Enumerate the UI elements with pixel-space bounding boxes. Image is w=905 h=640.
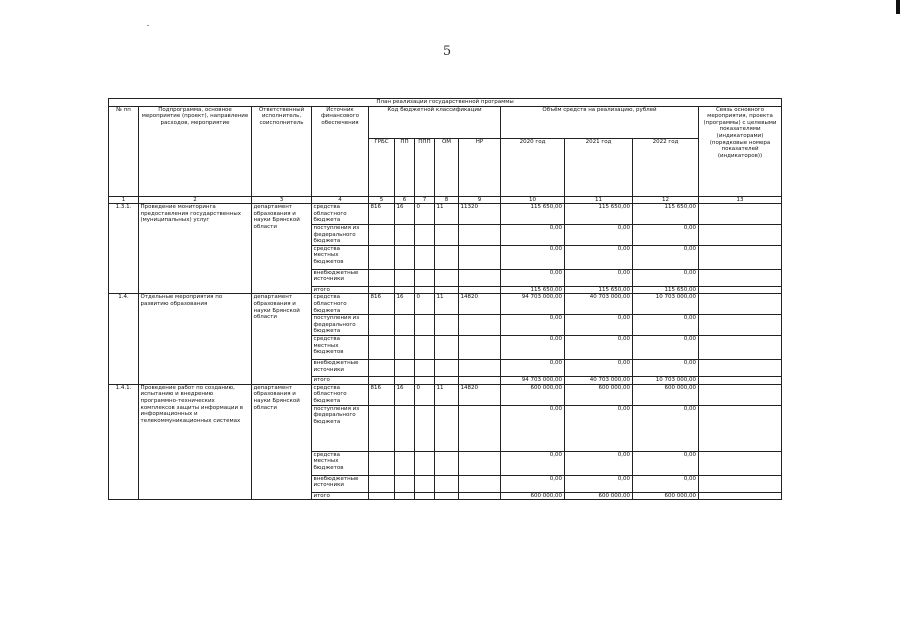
amount-2022: 600 000,00 (633, 492, 699, 500)
code-ppp (415, 492, 435, 500)
amount-2022: 10 703 000,00 (633, 294, 699, 315)
code-grbs (369, 492, 395, 500)
header-amount: Объём средств на реализацию, рублей (501, 106, 699, 138)
column-number: 4 (312, 196, 369, 204)
funding-source: итого (312, 492, 369, 500)
program-plan-table (108, 98, 782, 500)
code-pp (395, 492, 415, 500)
table-row (109, 384, 782, 405)
amount-2022: 0,00 (633, 451, 699, 475)
code-ppp (415, 336, 435, 360)
indicator-link (699, 294, 782, 315)
funding-source: средства местных бюджетов (312, 451, 369, 475)
funding-source: внебюджетные источники (312, 475, 369, 492)
code-om (435, 315, 459, 336)
code-ppp: 0 (415, 294, 435, 315)
code-grbs (369, 336, 395, 360)
column-number: 5 (369, 196, 395, 204)
indicator-link (699, 315, 782, 336)
funding-source: средства местных бюджетов (312, 336, 369, 360)
amount-2022: 0,00 (633, 315, 699, 336)
column-number: 10 (501, 196, 565, 204)
code-om: 11 (435, 384, 459, 405)
row-number: 1.4. (109, 294, 139, 384)
code-om (435, 336, 459, 360)
column-number: 6 (395, 196, 415, 204)
responsible-executor: департамент образования и науки Брянской области (252, 204, 312, 294)
amount-2022: 0,00 (633, 269, 699, 286)
header-2021: 2021 год (565, 138, 633, 196)
header-2022: 2022 год (633, 138, 699, 196)
amount-2020: 0,00 (501, 451, 565, 475)
scan-speck (147, 25, 149, 26)
code-grbs (369, 245, 395, 269)
code-pp (395, 377, 415, 385)
amount-2021: 40 703 000,00 (565, 294, 633, 315)
code-pp (395, 360, 415, 377)
code-grbs (369, 269, 395, 286)
code-grbs (369, 475, 395, 492)
funding-source: средства местных бюджетов (312, 245, 369, 269)
responsible-executor: департамент образования и науки Брянской области (252, 294, 312, 384)
table-caption: План реализации государственной программы (109, 99, 782, 107)
amount-2022: 10 703 000,00 (633, 377, 699, 385)
code-nr (459, 286, 501, 294)
header-grbs: ГРБС (369, 138, 395, 196)
amount-2020: 115 650,00 (501, 204, 565, 225)
amount-2021: 600 000,00 (565, 384, 633, 405)
caption-row (109, 99, 782, 107)
amount-2021: 0,00 (565, 269, 633, 286)
amount-2022: 0,00 (633, 360, 699, 377)
amount-2022: 0,00 (633, 245, 699, 269)
amount-2022: 0,00 (633, 336, 699, 360)
code-om (435, 492, 459, 500)
header-ppp: ППП (415, 138, 435, 196)
column-number: 9 (459, 196, 501, 204)
header-budget-code: Код бюджетной классификации (369, 106, 501, 138)
amount-2020: 94 703 000,00 (501, 294, 565, 315)
code-ppp: 0 (415, 204, 435, 225)
code-pp (395, 286, 415, 294)
column-number: 12 (633, 196, 699, 204)
column-number: 8 (435, 196, 459, 204)
indicator-link (699, 475, 782, 492)
code-grbs (369, 377, 395, 385)
code-nr (459, 492, 501, 500)
code-grbs: 816 (369, 204, 395, 225)
indicator-link (699, 269, 782, 286)
amount-2020: 0,00 (501, 336, 565, 360)
code-om (435, 377, 459, 385)
indicator-link (699, 204, 782, 225)
code-nr (459, 377, 501, 385)
funding-source: поступления из федерального бюджета (312, 315, 369, 336)
amount-2021: 0,00 (565, 475, 633, 492)
code-grbs (369, 286, 395, 294)
code-nr (459, 224, 501, 245)
code-nr (459, 336, 501, 360)
header-no: № пп (109, 106, 139, 196)
funding-source: итого (312, 377, 369, 385)
code-om: 11 (435, 294, 459, 315)
page-number: 5 (442, 44, 452, 59)
code-ppp (415, 475, 435, 492)
code-nr (459, 451, 501, 475)
funding-source: средства областного бюджета (312, 204, 369, 225)
funding-source: итого (312, 286, 369, 294)
indicator-link (699, 360, 782, 377)
header-nr: НР (459, 138, 501, 196)
indicator-link (699, 492, 782, 500)
code-nr: 11320 (459, 204, 501, 225)
amount-2020: 0,00 (501, 224, 565, 245)
funding-source: внебюджетные источники (312, 360, 369, 377)
code-grbs: 816 (369, 384, 395, 405)
amount-2021: 115 650,00 (565, 204, 633, 225)
code-nr (459, 475, 501, 492)
amount-2021: 0,00 (565, 451, 633, 475)
amount-2021: 0,00 (565, 405, 633, 451)
amount-2020: 600 000,00 (501, 384, 565, 405)
column-numbers-row (109, 196, 782, 204)
code-om (435, 405, 459, 451)
code-om (435, 245, 459, 269)
amount-2022: 0,00 (633, 475, 699, 492)
code-ppp (415, 451, 435, 475)
code-pp (395, 269, 415, 286)
code-nr (459, 315, 501, 336)
code-nr (459, 405, 501, 451)
header-om: ОМ (435, 138, 459, 196)
code-ppp (415, 405, 435, 451)
code-nr: 14820 (459, 384, 501, 405)
column-number: 13 (699, 196, 782, 204)
activity-name: Отдельные мероприятия по развитию образования (139, 294, 252, 384)
activity-name: Проведение работ по созданию, испытанию и внедрению программно-технических комплексов защиты информации в информационных и телекоммуникационных системах (139, 384, 252, 499)
indicator-link (699, 286, 782, 294)
code-grbs (369, 405, 395, 451)
code-grbs (369, 360, 395, 377)
amount-2020: 600 000,00 (501, 492, 565, 500)
indicator-link (699, 336, 782, 360)
amount-2021: 0,00 (565, 360, 633, 377)
amount-2021: 0,00 (565, 336, 633, 360)
header-source: Источник финансового обеспечения (312, 106, 369, 196)
code-om (435, 451, 459, 475)
code-grbs: 816 (369, 294, 395, 315)
code-nr (459, 360, 501, 377)
code-ppp (415, 377, 435, 385)
code-ppp (415, 315, 435, 336)
code-om (435, 269, 459, 286)
amount-2022: 0,00 (633, 405, 699, 451)
header-subprogram: Подпрограмма, основное мероприятие (проект), направление расходов, мероприятие (139, 106, 252, 196)
amount-2022: 600 000,00 (633, 384, 699, 405)
indicator-link (699, 451, 782, 475)
funding-source: средства областного бюджета (312, 294, 369, 315)
code-ppp (415, 224, 435, 245)
code-nr (459, 269, 501, 286)
code-ppp (415, 245, 435, 269)
funding-source: внебюджетные источники (312, 269, 369, 286)
code-grbs (369, 224, 395, 245)
indicator-link (699, 245, 782, 269)
amount-2020: 0,00 (501, 360, 565, 377)
code-grbs (369, 315, 395, 336)
responsible-executor: департамент образования и науки Брянской области (252, 384, 312, 499)
code-ppp (415, 286, 435, 294)
code-pp (395, 315, 415, 336)
column-number: 2 (139, 196, 252, 204)
amount-2021: 0,00 (565, 245, 633, 269)
amount-2020: 0,00 (501, 245, 565, 269)
code-om: 11 (435, 204, 459, 225)
header-row-1 (109, 106, 782, 138)
header-link: Связь основного мероприятия, проекта (программы) с целевыми показателями (индикаторами) (порядковые номера показателей (индикаторов)) (699, 106, 782, 196)
code-pp (395, 224, 415, 245)
amount-2021: 0,00 (565, 224, 633, 245)
code-pp (395, 336, 415, 360)
funding-source: средства областного бюджета (312, 384, 369, 405)
code-om (435, 224, 459, 245)
indicator-link (699, 224, 782, 245)
amount-2021: 40 703 000,00 (565, 377, 633, 385)
header-pp: ПП (395, 138, 415, 196)
code-ppp: 0 (415, 384, 435, 405)
code-pp (395, 245, 415, 269)
code-grbs (369, 451, 395, 475)
amount-2020: 0,00 (501, 405, 565, 451)
amount-2021: 115 650,00 (565, 286, 633, 294)
code-pp: 16 (395, 294, 415, 315)
amount-2021: 0,00 (565, 315, 633, 336)
amount-2020: 115 650,00 (501, 286, 565, 294)
funding-source: поступления из федерального бюджета (312, 224, 369, 245)
table-row (109, 204, 782, 225)
amount-2020: 0,00 (501, 475, 565, 492)
code-nr: 14820 (459, 294, 501, 315)
indicator-link (699, 384, 782, 405)
activity-name: Проведение мониторинга предоставления государственных (муниципальных) услуг (139, 204, 252, 294)
row-number: 1.3.1. (109, 204, 139, 294)
code-ppp (415, 360, 435, 377)
code-pp (395, 405, 415, 451)
amount-2021: 600 000,00 (565, 492, 633, 500)
code-pp (395, 451, 415, 475)
amount-2020: 94 703 000,00 (501, 377, 565, 385)
amount-2020: 0,00 (501, 269, 565, 286)
header-2020: 2020 год (501, 138, 565, 196)
column-number: 11 (565, 196, 633, 204)
indicator-link (699, 405, 782, 451)
code-pp: 16 (395, 204, 415, 225)
row-number: 1.4.1. (109, 384, 139, 499)
amount-2022: 115 650,00 (633, 204, 699, 225)
code-pp: 16 (395, 384, 415, 405)
code-pp (395, 475, 415, 492)
column-number: 3 (252, 196, 312, 204)
table-row (109, 294, 782, 315)
column-number: 1 (109, 196, 139, 204)
code-ppp (415, 269, 435, 286)
code-om (435, 475, 459, 492)
column-number: 7 (415, 196, 435, 204)
code-om (435, 360, 459, 377)
code-om (435, 286, 459, 294)
code-nr (459, 245, 501, 269)
amount-2022: 115 650,00 (633, 286, 699, 294)
funding-source: поступления из федерального бюджета (312, 405, 369, 451)
amount-2022: 0,00 (633, 224, 699, 245)
indicator-link (699, 377, 782, 385)
amount-2020: 0,00 (501, 315, 565, 336)
header-responsible: Ответственный исполнитель, соисполнитель (252, 106, 312, 196)
scan-edge-mark (896, 0, 900, 14)
